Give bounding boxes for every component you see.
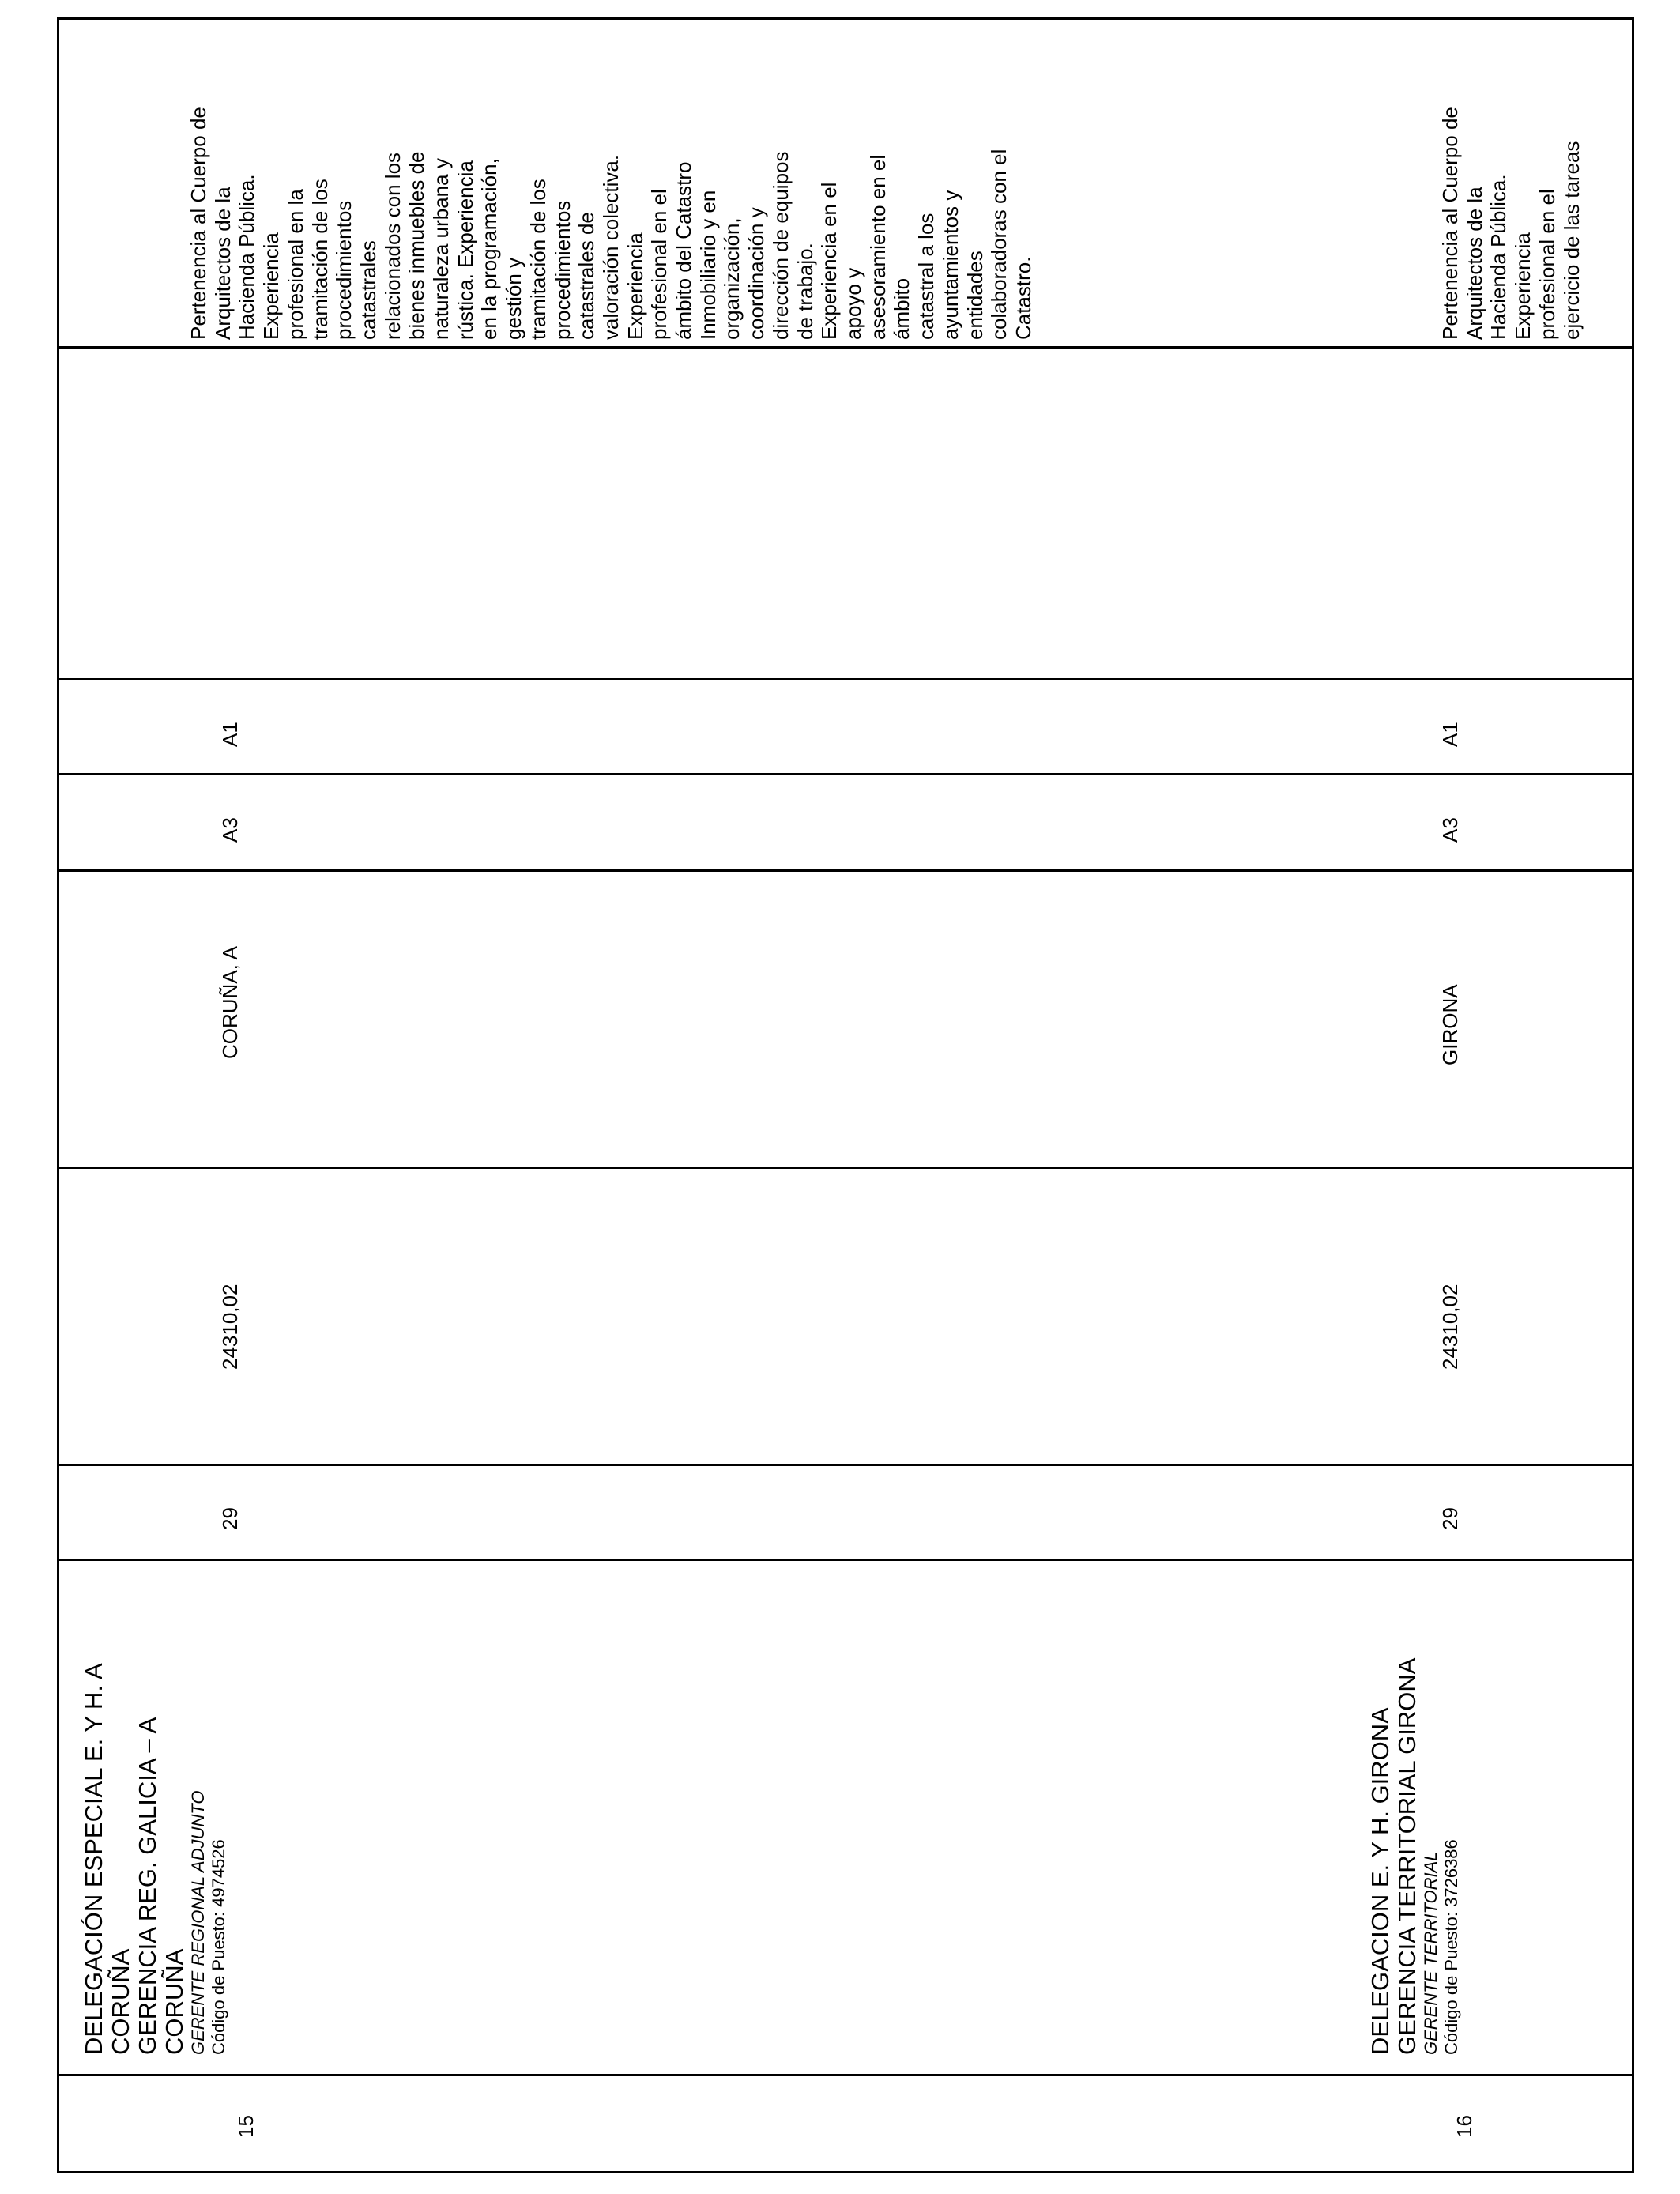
merits-line: catastrales de bbox=[574, 212, 599, 340]
merits-line: ámbito bbox=[890, 277, 914, 340]
merits-text bbox=[186, 24, 1036, 340]
merits-line: Inmobiliario y en bbox=[695, 190, 720, 340]
adm-value: A3 bbox=[218, 817, 242, 843]
merits-line: Experiencia bbox=[623, 232, 647, 340]
merits-line: valoración colectiva. bbox=[598, 154, 623, 340]
column-divider bbox=[57, 678, 1634, 680]
column-divider bbox=[57, 2074, 1634, 2076]
job-title: GERENTE REGIONAL ADJUNTO bbox=[188, 1790, 208, 2055]
merits-line: entidades bbox=[962, 251, 987, 340]
column-divider bbox=[57, 869, 1634, 872]
location-value: CORUÑA, A bbox=[218, 945, 242, 1059]
column-divider bbox=[57, 346, 1634, 349]
merits-line: colaboradoras con el bbox=[987, 149, 1011, 340]
organization-block bbox=[1367, 1502, 1462, 2055]
merits-line: organización, bbox=[720, 217, 744, 340]
merits-line: Experiencia en el bbox=[817, 182, 842, 340]
organization-line: GERENCIA TERRITORIAL GIRONA bbox=[1393, 1657, 1421, 2055]
merits-line: Experiencia bbox=[1511, 232, 1535, 340]
merits-line: ayuntamientos y bbox=[938, 190, 962, 340]
merits-line: procedimientos bbox=[332, 200, 356, 340]
row-number: 16 bbox=[1452, 2115, 1476, 2138]
organization-line: DELEGACION E. Y H. GIRONA bbox=[1366, 1707, 1394, 2055]
merits-text bbox=[1438, 24, 1584, 340]
column-divider bbox=[57, 1464, 1634, 1466]
merits-line: ejercicio de las tareas bbox=[1559, 141, 1584, 340]
merits-line: gestión y bbox=[502, 257, 526, 340]
merits-line: profesional en la bbox=[283, 189, 307, 340]
merits-line: procedimientos bbox=[550, 200, 574, 340]
merits-line: Hacienda Pública. bbox=[235, 174, 259, 340]
merits-line: ámbito del Catastro bbox=[672, 161, 696, 340]
organization-line: GERENCIA REG. GALICIA – A bbox=[134, 1717, 161, 2055]
group-value: A1 bbox=[218, 722, 242, 747]
location-value: GIRONA bbox=[1438, 984, 1462, 1065]
merits-line: Pertenencia al Cuerpo de bbox=[1438, 107, 1462, 340]
merits-line: de trabajo. bbox=[793, 243, 817, 340]
merits-line: profesional en el bbox=[1535, 189, 1559, 340]
job-code: Código de Puesto: 3726386 bbox=[1441, 1839, 1461, 2055]
amount-value: 24310,02 bbox=[218, 1284, 242, 1370]
organization-block bbox=[81, 1502, 229, 2055]
organization-line: CORUÑA bbox=[160, 1948, 188, 2055]
merits-line: bienes inmuebles de bbox=[405, 151, 429, 340]
merits-line: Pertenencia al Cuerpo de bbox=[186, 107, 210, 340]
organization-line: CORUÑA bbox=[107, 1948, 134, 2055]
row-number: 15 bbox=[234, 2115, 258, 2138]
merits-line: Hacienda Pública. bbox=[1486, 174, 1511, 340]
merits-line: Arquitectos de la bbox=[210, 187, 235, 340]
merits-line: catastral a los bbox=[914, 213, 939, 340]
merits-line: catastrales bbox=[356, 240, 380, 340]
organization-line: DELEGACIÓN ESPECIAL E. Y H. A bbox=[80, 1663, 107, 2055]
merits-line: en la programación, bbox=[477, 158, 502, 340]
merits-line: coordinación y bbox=[744, 207, 769, 340]
job-title: GERENTE TERRITORIAL bbox=[1421, 1851, 1441, 2055]
merits-line: tramitación de los bbox=[525, 179, 550, 340]
level-value: 29 bbox=[218, 1507, 242, 1530]
column-divider bbox=[57, 1167, 1634, 1169]
amount-value: 24310,02 bbox=[1438, 1284, 1462, 1370]
column-divider bbox=[57, 773, 1634, 775]
merits-line: tramitación de los bbox=[307, 179, 332, 340]
merits-line: relacionados con los bbox=[380, 152, 405, 340]
merits-line: Experiencia bbox=[259, 232, 284, 340]
merits-line: Arquitectos de la bbox=[1462, 187, 1486, 340]
merits-line: dirección de equipos bbox=[768, 151, 793, 340]
merits-line: apoyo y bbox=[841, 267, 865, 340]
adm-value: A3 bbox=[1438, 817, 1462, 843]
merits-line: naturaleza urbana y bbox=[429, 158, 454, 340]
job-code: Código de Puesto: 4974526 bbox=[209, 1839, 228, 2055]
group-value: A1 bbox=[1438, 722, 1462, 747]
level-value: 29 bbox=[1438, 1507, 1462, 1530]
merits-line: profesional en el bbox=[647, 189, 672, 340]
merits-line: Catastro. bbox=[1011, 256, 1035, 340]
merits-line: rústica. Experiencia bbox=[453, 160, 477, 340]
merits-line: asesoramiento en el bbox=[865, 154, 890, 340]
